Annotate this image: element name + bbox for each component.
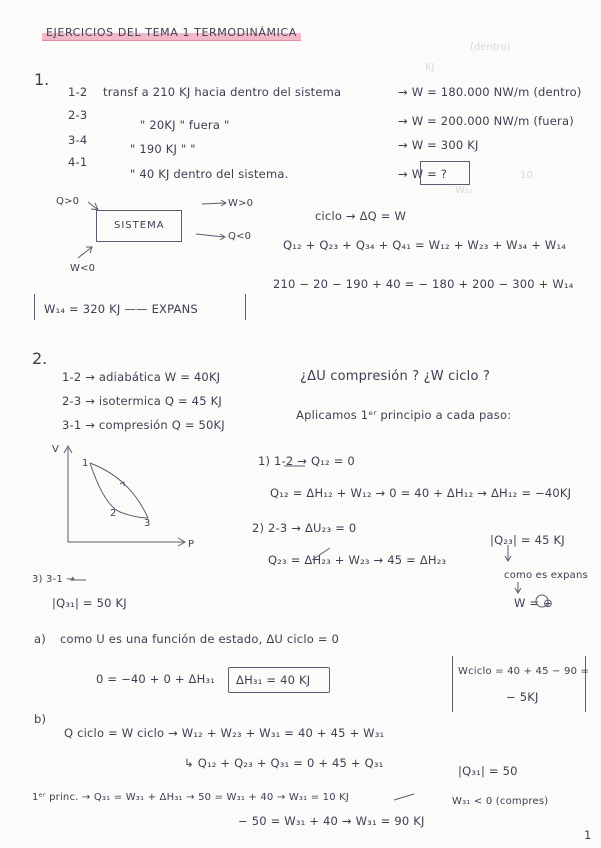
- step1-heading: 1) 1-2 → Q₁₂ = 0: [258, 454, 355, 468]
- step-description: " 190 KJ " ": [130, 142, 196, 156]
- work-cycle-line: Wciclo = 40 + 45 − 90 =: [458, 666, 590, 677]
- step-label: 3-4: [68, 133, 88, 147]
- axis-p-label: P: [188, 539, 195, 550]
- part-b-equation: ↳ Q₁₂ + Q₂₃ + Q₃₁ = 0 + 45 + Q₃₁: [184, 756, 384, 770]
- step-description: transf a 210 KJ hacia dentro del sistema: [103, 85, 342, 99]
- system-label: SISTEMA: [114, 220, 165, 231]
- step-description: " 40 KJ dentro del sistema.: [130, 167, 289, 181]
- process-line: 2-3 → isotermica Q = 45 KJ: [62, 394, 222, 408]
- part-a-equation: 0 = −40 + 0 + ΔH₃₁: [96, 672, 216, 686]
- work-cycle-result: − 5KJ: [506, 690, 539, 704]
- step-result: → W = 200.000 NW/m (fuera): [398, 114, 574, 128]
- page-title: EJERCICIOS DEL TEMA 1 TERMODINÁMICA: [42, 25, 301, 41]
- step-result: → W = 180.000 NW/m (dentro): [398, 85, 582, 99]
- bleed-text: 10: [520, 170, 533, 181]
- part-a-answer: ΔH₃₁ = 40 KJ: [236, 673, 311, 687]
- apply-principle-text: Aplicamos 1ᵉʳ principio a cada paso:: [296, 408, 512, 422]
- step-label: 4-1: [68, 155, 88, 169]
- part-b-first-principle: 1ᵉʳ princ. → Q₃₁ = W₃₁ + ΔH₃₁ → 50 = W₃₁ + 40 → W₃₁ = 10 KJ: [32, 792, 350, 803]
- step3-heading: 3) 3-1 →: [32, 574, 75, 585]
- w-negative-label: W<0: [70, 263, 96, 274]
- w-positive-label: W>0: [228, 198, 254, 209]
- part-b-label: b): [34, 712, 47, 726]
- part-b-note: W₃₁ < 0 (compres): [452, 796, 549, 807]
- step-label: 2-3: [68, 108, 88, 122]
- part-a-label: a): [34, 632, 46, 646]
- q-negative-label: Q<0: [228, 231, 252, 242]
- exercise-number: 1.: [34, 70, 50, 89]
- pv-axes: [68, 448, 184, 542]
- point-label: 2: [110, 508, 117, 519]
- point-label: 3: [144, 518, 151, 529]
- cycle-values-equation: 210 − 20 − 190 + 40 = − 180 + 200 − 300 + W₁₄: [273, 277, 574, 291]
- q-positive-label: Q>0: [56, 196, 80, 207]
- step-result: → W = ?: [398, 167, 448, 181]
- step2-note: W = ⊕: [514, 596, 553, 610]
- step2-note: |Q₂₃| = 45 KJ: [490, 533, 565, 547]
- step2-equation: Q₂₃ = ΔH₂₃ + W₂₃ → 45 = ΔH₂₃: [268, 553, 447, 567]
- page-number: 1: [584, 828, 592, 842]
- part-b-final-equation: − 50 = W₃₁ + 40 → W₃₁ = 90 KJ: [238, 814, 425, 828]
- pv-curve: [90, 463, 148, 518]
- step2-heading: 2) 2-3 → ΔU₂₃ = 0: [252, 521, 357, 535]
- axis-v-label: V: [52, 444, 60, 455]
- part-b-q31: |Q₃₁| = 50: [458, 764, 518, 778]
- step-description: " 20KJ " fuera ": [140, 118, 230, 132]
- step-label: 1-2: [68, 85, 88, 99]
- exercise-number: 2.: [32, 349, 48, 368]
- step1-equation: Q₁₂ = ΔH₁₂ + W₁₂ → 0 = 40 + ΔH₁₂ → ΔH₁₂ = −40KJ: [270, 486, 572, 500]
- bleed-text: KJ: [425, 62, 435, 73]
- arrow-out-icon: [202, 203, 225, 204]
- point-label: 1: [82, 458, 89, 469]
- cycle-equation: ciclo → ΔQ = W: [315, 209, 407, 223]
- cycle-heat-work-equation: Q₁₂ + Q₂₃ + Q₃₄ + Q₄₁ = W₁₂ + W₂₃ + W₃₄ + W₁₄: [283, 238, 567, 252]
- part-a-text: como U es una función de estado, ΔU ciclo = 0: [60, 632, 340, 646]
- part-b-equation: Q ciclo = W ciclo → W₁₂ + W₂₃ + W₃₁ = 40 + 45 + W₃₁: [64, 726, 385, 740]
- bleed-text: (dentro): [470, 42, 511, 53]
- step3-value: |Q₃₁| = 50 KJ: [52, 596, 127, 610]
- bleed-text: W₁₂: [455, 185, 473, 196]
- answer-text: W₁₄ = 320 KJ —— EXPANS: [44, 302, 198, 316]
- process-line: 1-2 → adiabática W = 40KJ: [62, 370, 221, 384]
- step2-note: como es expans: [504, 570, 588, 581]
- process-line: 3-1 → compresión Q = 50KJ: [62, 418, 225, 432]
- question-text: ¿ΔU compresión ? ¿W ciclo ?: [300, 369, 491, 384]
- pv-curve: [90, 463, 148, 518]
- step-result: → W = 300 KJ: [398, 138, 479, 152]
